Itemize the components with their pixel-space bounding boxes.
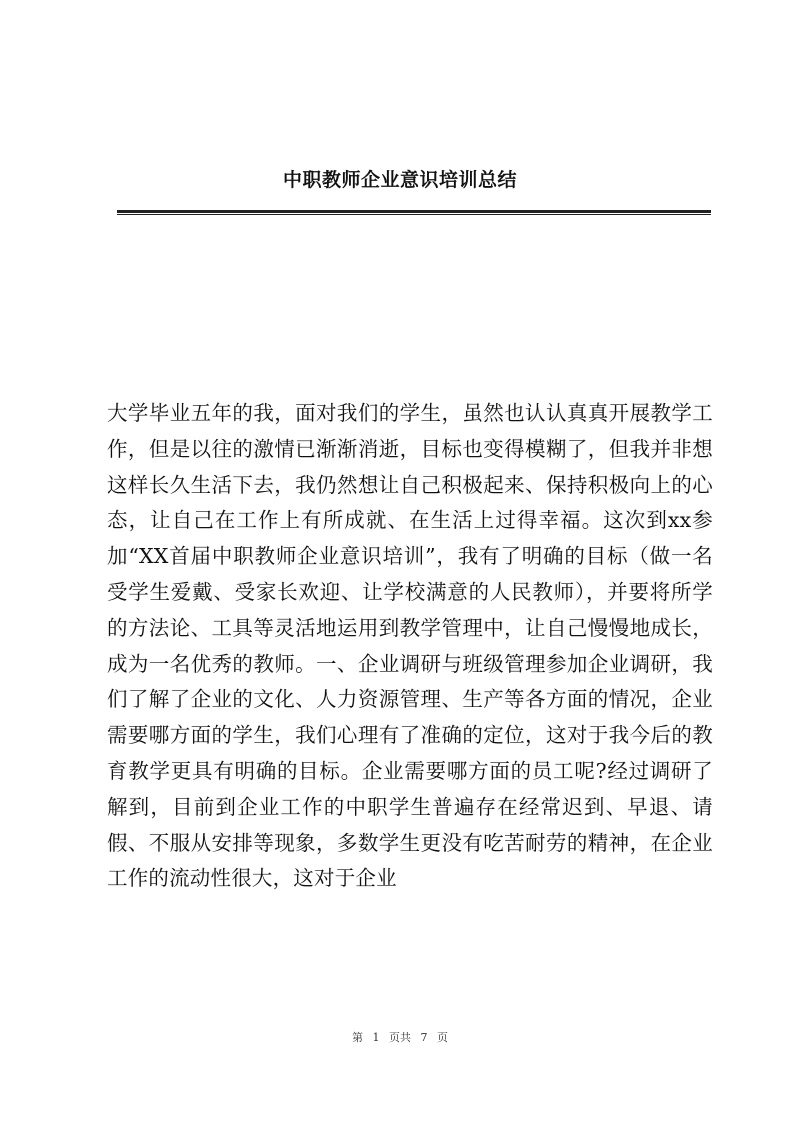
document-title: 中职教师企业意识培训总结 bbox=[282, 169, 517, 191]
body-paragraph: 大学毕业五年的我，面对我们的学生，虽然也认认真真开展教学工作，但是以往的激情已渐渐消逝，目标也变得模糊了，但我并非想这样长久生活下去，我仍然想让自己积极起来、保持积极向上的心态，让自己在工作上有所成就、在生活上过得幸福。这次到xx参加“XX首届中职教师企业意识培训”，我有了明确的目标（做一名受学生爱戴、受家长欢迎、让学校满意的人民教师），并要将所学的方法论、工具等灵活地运用到教学管理中，让自己慢慢地成长，成为一名优秀的教师。一、企业调研与班级管理参加企业调研，我们了解了企业的文化、人力资源管理、生产等各方面的情况，企业需要哪方面的学生，我们心理有了准确的定位，这对于我今后的教育教学更具有明确的目标。企业需要哪方面的员工呢?经过调研了解到，目前到企业工作的中职学生普遍存在经常迟到、早退、请假、不服从安排等现象，多数学生更没有吃苦耐劳的精神，在企业工作的流动性很大，这对于企业 bbox=[107, 401, 713, 891]
title-divider bbox=[117, 210, 711, 215]
page-number: 第 1 页共 7 页 bbox=[352, 1031, 448, 1044]
